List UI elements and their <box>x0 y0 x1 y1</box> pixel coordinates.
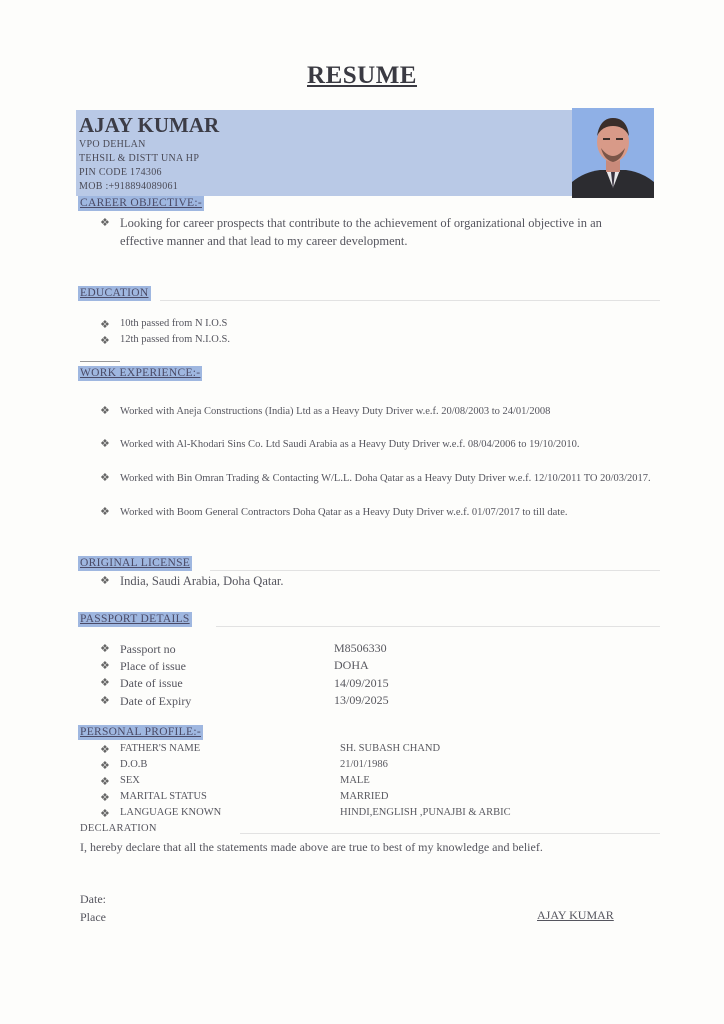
divider <box>210 570 660 571</box>
bullet-diamond-icon: ❖ <box>100 217 110 229</box>
passport-value: DOHA <box>334 658 369 672</box>
bullet-diamond-icon: ❖ <box>100 677 110 689</box>
bullet-diamond-icon: ❖ <box>100 744 110 756</box>
work-experience-heading: WORK EXPERIENCE:- <box>80 367 201 379</box>
profile-value: MALE <box>340 775 370 786</box>
declaration-heading: DECLARATION <box>80 823 157 834</box>
bullet-diamond-icon: ❖ <box>100 575 110 587</box>
person-photo-icon <box>572 108 654 198</box>
bullet-diamond-icon: ❖ <box>100 643 110 655</box>
passport-value: 13/09/2025 <box>334 693 389 707</box>
address-line: VPO DEHLAN <box>79 139 146 150</box>
bullet-diamond-icon: ❖ <box>100 335 110 347</box>
signature-name: AJAY KUMAR <box>537 908 614 922</box>
bullet-diamond-icon: ❖ <box>100 695 110 707</box>
bullet-diamond-icon: ❖ <box>100 405 110 417</box>
address-line: TEHSIL & DISTT UNA HP <box>79 153 200 164</box>
bullet-diamond-icon: ❖ <box>100 472 110 484</box>
original-license-heading: ORIGINAL LICENSE <box>80 557 191 569</box>
bullet-diamond-icon: ❖ <box>100 319 110 331</box>
profile-photo <box>572 108 654 198</box>
passport-value: M8506330 <box>334 641 387 655</box>
divider <box>216 626 660 627</box>
place-label: Place <box>80 910 106 924</box>
divider <box>240 833 660 834</box>
bullet-diamond-icon: ❖ <box>100 776 110 788</box>
career-objective-heading: CAREER OBJECTIVE:- <box>80 197 202 209</box>
profile-value: SH. SUBASH CHAND <box>340 743 441 754</box>
personal-profile-heading: PERSONAL PROFILE:- <box>80 726 201 738</box>
candidate-name: AJAY KUMAR <box>79 113 220 137</box>
resume-page: RESUME AJAY KUMAR VPO DEHLAN TEHSIL & DISTT UNA HP PIN CODE 174306 MOB :+918894089061 CAREER OBJECTIVE:- ❖ Looking for career prospects that contribute to the achievement of organizational objective in an effective manner and that lead to my career development. EDUCATION ❖ 10th passed from N I.O.S ❖ 12th passed from N.I.O.S. WORK EXPERIENCE:- ❖ Worked with Aneja Constructions (India) Ltd as a Heavy Duty Driver w.e.f. 20/08/2003 to 24/01/2008 ❖ Worked with Al-Khodari Sins Co. Ltd Saudi Arabia as a Heavy Duty Driver w.e.f. 08/04/2006 to 19/10/2010. ❖ Worked with Bin Omran Trading & Contacting W/L.L. Doha Qatar as a Heavy Duty Driver w.e.f. 12/10/2011 TO 20/03/2017. ❖ Worked with Boom General Contractors Doha Qatar as a Heavy Duty Driver w.e.f. 01/07/2017 to till date. ORIGINAL LICENSE ❖ India, Saudi Arabia, Doha Qatar. PASSPORT DETAILS ❖ Passport no M8506330 ❖ Place of issue DOHA ❖ Date of issue 14/09/2015 ❖ Date of Expiry 13/09/2025 PERSONAL PROFILE:- ❖ FATHER'S NAME SH. SUBASH CHAND ❖ D.O.B 21/01/1986 ❖ SEX MALE ❖ MARITAL STATUS MARRIED ❖ LANGUAGE KNOWN HINDI,ENGLISH ,PUNAJBI & ARBIC DECLARATION I, hereby declare that all the statements made above are true to best of my knowledge and belief. Date: Place AJAY KUMAR <box>0 0 724 1024</box>
bullet-diamond-icon: ❖ <box>100 660 110 672</box>
bullet-diamond-icon: ❖ <box>100 438 110 450</box>
bullet-diamond-icon: ❖ <box>100 808 110 820</box>
address-line: MOB :+918894089061 <box>79 181 179 192</box>
page-title: RESUME <box>307 62 417 89</box>
profile-value: HINDI,ENGLISH ,PUNAJBI & ARBIC <box>340 807 511 818</box>
passport-value: 14/09/2015 <box>334 676 389 690</box>
bullet-diamond-icon: ❖ <box>100 506 110 518</box>
passport-heading: PASSPORT DETAILS <box>80 613 190 625</box>
bullet-diamond-icon: ❖ <box>100 760 110 772</box>
profile-value: MARRIED <box>340 791 389 802</box>
divider <box>160 300 660 301</box>
education-heading: EDUCATION <box>80 287 149 299</box>
profile-value: 21/01/1986 <box>340 759 388 770</box>
bullet-diamond-icon: ❖ <box>100 792 110 804</box>
declaration-text: I, hereby declare that all the statements made above are true to best of my knowledge and belief. <box>80 840 543 854</box>
date-label: Date: <box>80 892 106 906</box>
divider <box>80 361 120 362</box>
address-line: PIN CODE 174306 <box>79 167 162 178</box>
